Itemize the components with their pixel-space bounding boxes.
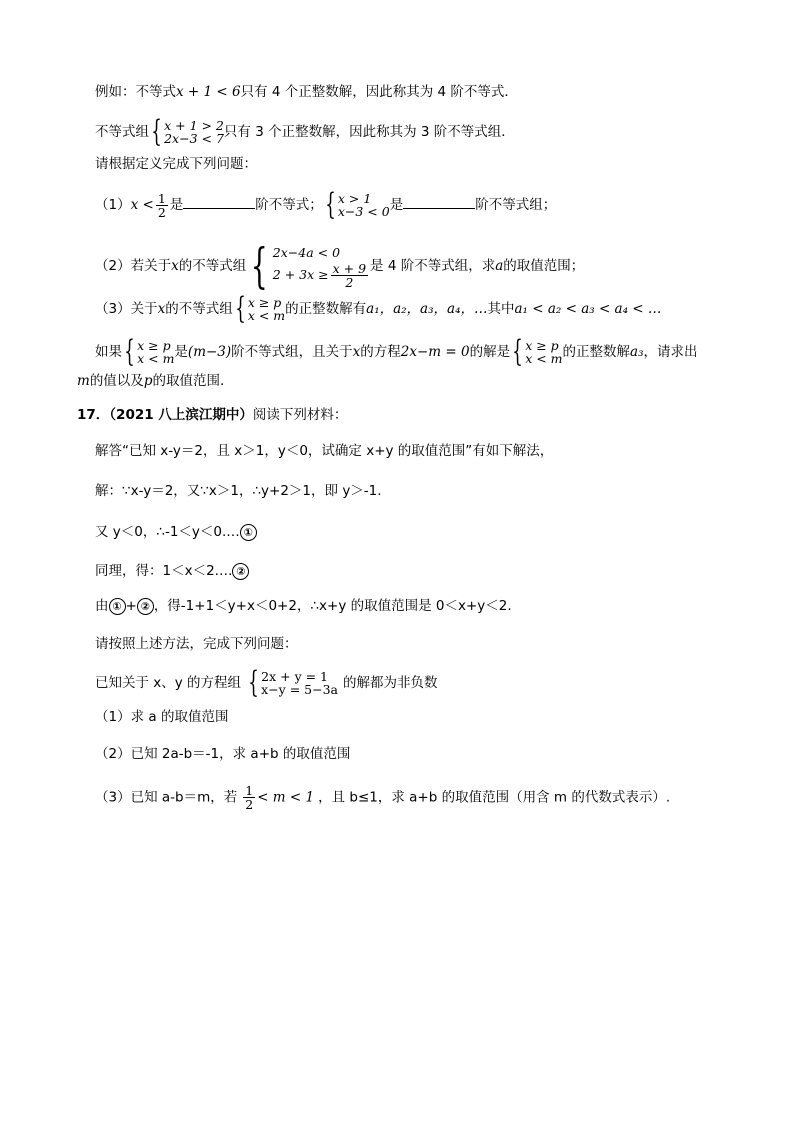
instruction-line: 请根据定义完成下列问题： xyxy=(95,156,257,172)
solution-line-2: 解：∵x-y＝2，又∵x＞1，∴y+2＞1，即 y＞-1. xyxy=(95,483,382,499)
answer-blank[interactable] xyxy=(183,194,255,209)
brace-icon: { xyxy=(248,665,259,700)
subquestion-2: （2）已知 2a-b＝-1，求 a+b 的取值范围 xyxy=(95,746,351,762)
inequality-system: { x ≥ p x < m xyxy=(235,291,286,326)
question-2: （2）若关于x的不等式组 { 2x−4a < 0 2 + 3x ≥ $\frac{x + 9}{2}$ 是 4 阶不等式组，求a的取值范围； xyxy=(95,238,585,294)
brace-icon: { xyxy=(512,334,523,369)
subquestion-3: （3）已知 a-b＝m，若 $\frac{1}{2}$ < m < 1 ，且 b≤1，求 a+b 的取值范围（用含 m 的代数式表示）. xyxy=(95,783,671,812)
solution-line-3: 又 y＜0，∴-1＜y＜0.… ① xyxy=(95,522,257,542)
example-line-2: 不等式组 { x + 1 > 2 2x−3 < 7 只有 3 个正整数解，因此称其为 3 阶不等式组． xyxy=(95,114,515,149)
instruction-line-2: 请按照上述方法，完成下列问题： xyxy=(95,636,298,652)
problem-17-header: 17．（2021 八上滨江期中）阅读下列材料： xyxy=(77,407,348,423)
subquestion-1: （1）求 a 的取值范围 xyxy=(95,709,229,725)
solution-line-4: 同理，得：1＜x＜2.… ② xyxy=(95,561,249,581)
answer-blank[interactable] xyxy=(403,194,475,209)
brace-icon: { xyxy=(124,334,135,369)
fraction: $\frac{1}{2}$ xyxy=(245,783,254,812)
brace-icon: { xyxy=(251,238,268,294)
brace-icon: { xyxy=(235,291,246,326)
question-3: （3）关于x的不等式组 { x ≥ p x < m 的正整数解有a₁，a₂，a₃，a₄，…其中a₁ < a₂ < a₃ < a₄ < … xyxy=(95,291,662,326)
brace-icon: { xyxy=(151,114,162,149)
question-1: （1）x < $\frac{1}{2}$ 是 阶不等式； { x > 1 x−3 < 0 是 阶不等式组； xyxy=(95,187,557,222)
inequality-system: { 2x−4a < 0 2 + 3x ≥ $\frac{x + 9}{2}$ xyxy=(251,238,367,294)
circled-two: ② xyxy=(232,563,249,580)
inequality-system: { x > 1 x−3 < 0 xyxy=(325,187,390,222)
example-line-1: 例如：不等式x + 1 < 6只有 4 个正整数解，因此称其为 4 阶不等式． xyxy=(95,84,518,100)
solution-line-1: 解答“已知 x-y＝2，且 x＞1，y＜0，试确定 x+y 的取值范围”有如下解法， xyxy=(95,443,554,459)
question-3-continued: 如果 { x ≥ p x < m 是(m−3)阶不等式组，且关于x的方程2x−m = 0的解是 { x ≥ p x < m 的正整数解a₃，请求出 xyxy=(95,334,698,369)
solution-line-5: 由 ① + ② ，得-1+1＜y+x＜0+2，∴x+y 的取值范围是 0＜x+y＜2. xyxy=(95,598,512,614)
fraction: $\frac{1}{2}$ xyxy=(157,190,166,220)
circled-one: ① xyxy=(240,524,257,541)
equation-system: { 2x + y = 1 x−y = 5−3a xyxy=(248,665,338,700)
brace-icon: { xyxy=(325,187,336,222)
inequality-system: { x + 1 > 2 2x−3 < 7 xyxy=(151,114,224,149)
equation-system-line: 已知关于 x、y 的方程组 { 2x + y = 1 x−y = 5−3a 的解都为非负数 xyxy=(95,665,438,700)
circled-one: ① xyxy=(109,598,126,615)
math-inequality: x + 1 < 6 xyxy=(176,84,241,100)
circled-two: ② xyxy=(137,598,154,615)
question-3-end: m的值以及p的取值范围． xyxy=(77,373,234,389)
